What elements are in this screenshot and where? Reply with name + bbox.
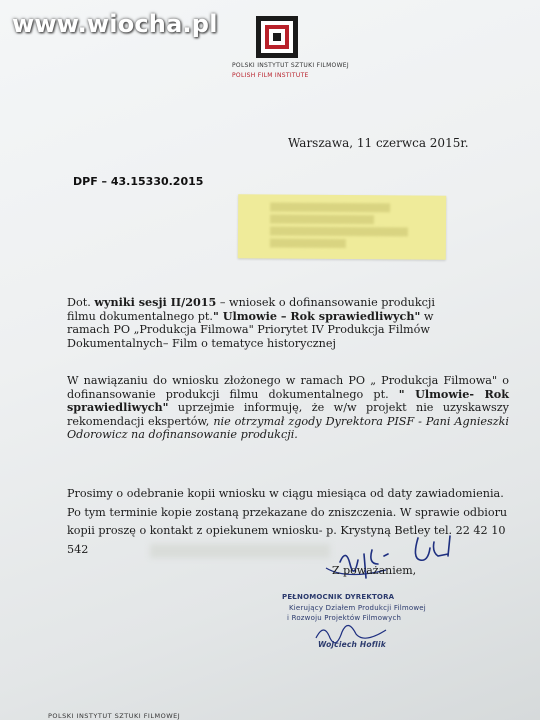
decision-paragraph: W nawiązaniu do wniosku złożonego w ramach PO „ Produkcja Filmowa" o dofinansowanie produkcji filmu dokumentalnego pt. " Ulmowie- Rok sprawiedliwych" uprzejmie informuję, że w/w projekt nie uzyskawszy rekomendacji ekspertów, nie otrzymał zgody Dyrektora PISF - Pani Agnieszki Odorowicz na dofinansowanie produkcji. [67,374,510,442]
site-watermark: www.wiocha.pl [12,10,218,38]
instructions-paragraph: Prosimy o odebranie kopii wniosku w ciągu miesiąca od daty zawiadomienia. Po tym terminie kopie zostaną przekazane do zniszczenia. W sprawie odbioru kopii proszę o kontakt z opiekunem wniosku- p. Krystyną Betley tel. 22 42 10 542 [67,487,508,556]
session-label: wyniki sesji II/2015 [94,295,217,309]
stamp-department-2: i Rozwoju Projektów Filmowych [287,614,402,622]
closing-line: Z poważaniem, [332,564,417,577]
reference-number: DPF – 43.15330.2015 [73,175,204,188]
stamp-title: PEŁNOMOCNIK DYREKTORA [282,593,395,601]
stamp-department: Kierujący Działem Produkcji Filmowej [289,604,426,612]
stamp-name: Wojciech Hoflik [318,640,386,649]
handwritten-signature [320,530,480,590]
footer-institute: POLSKI INSTYTUT SZTUKI FILMOWEJ [48,712,181,720]
letter-date: Warszawa, 11 czerwca 2015r. [288,136,469,150]
film-title-body: " Ulmowie- Rok sprawiedliwych" [67,386,510,415]
decision-statement: nie otrzymał zgody Dyrektora PISF - Pani Agnieszki Odorowicz na dofinansowanie produkcji. [67,414,510,442]
pisf-logo [256,16,298,58]
subject-paragraph: Dot. wyniki sesji II/2015 – wniosek o dofinansowanie produkcji filmu dokumentalnego pt." Ulmowie – Rok sprawiedliwych" w ramach PO „Produkcja Filmowa" Priorytet IV Produkcja Filmów Dokumentalnych– Film o tematyce historycznej [67,295,435,350]
institute-name-pl: POLSKI INSTYTUT SZTUKI FILMOWEJ [232,62,349,69]
redacted-area [150,544,330,558]
sticky-note-redaction [238,194,446,259]
film-title: " Ulmowie – Rok sprawiedliwych" [212,308,421,323]
institute-name-en: POLISH FILM INSTITUTE [232,72,309,79]
